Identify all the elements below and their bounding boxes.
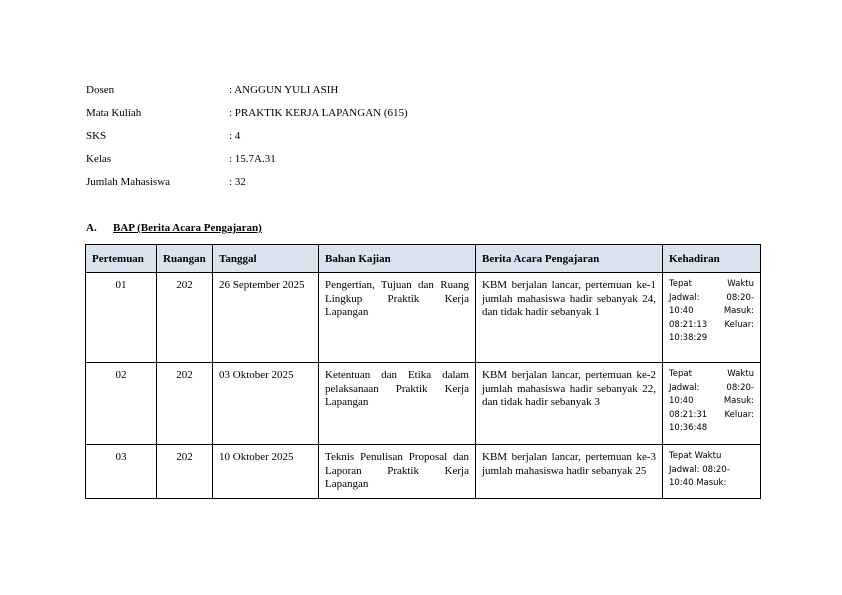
att-text: 10:36:48 [669,423,708,433]
att-text: 10:40 Masuk: [669,478,727,488]
att-text: Masuk: [723,396,754,406]
att-text: Waktu [727,279,754,289]
header-berita-acara: Berita Acara Pengajaran [476,245,663,273]
cell-bahan-kajian: Teknis Penulisan Proposal dan Laporan Praktik Kerja Lapangan [319,445,476,499]
section-number: A. [86,222,97,234]
att-text: 10:40 [669,396,694,406]
info-label: Kelas [86,153,112,165]
info-label: SKS [86,130,107,142]
att-text: Jadwal: 08:20- [669,464,730,475]
cell-tanggal: 26 September 2025 [213,273,319,363]
cell-pertemuan: 01 [86,273,157,363]
header-tanggal: Tanggal [213,245,319,273]
att-text: 10:40 [669,306,694,316]
cell-kehadiran [663,273,761,363]
att-text: 08:21:31 [669,409,708,420]
header-kehadiran: Kehadiran [663,245,761,273]
att-text: Masuk: [723,306,754,316]
att-text: Tepat [669,369,692,379]
cell-bahan-kajian: Ketentuan dan Etika dalam pelaksanaan Praktik Kerja Lapangan [319,363,476,445]
table-row [86,363,761,445]
table-row [86,273,761,363]
info-label: Jumlah Mahasiswa [86,176,171,188]
bap-table [85,244,761,499]
cell-berita-acara: KBM berjalan lancar, pertemuan ke-1 jumlah mahasiswa hadir sebanyak 24, dan tidak hadir sebanyak 1 [476,273,663,363]
cell-pertemuan: 02 [86,363,157,445]
info-value: : ANGGUN YULI ASIH [229,84,339,96]
cell-ruangan: 202 [157,445,213,499]
section-title: BAP (Berita Acara Pengajaran) [113,222,262,234]
att-text: Tepat Waktu [669,451,722,461]
header-bahan-kajian: Bahan Kajian [319,245,476,273]
att-text: Keluar: [724,409,754,420]
table-row [86,445,761,499]
cell-kehadiran [663,363,761,445]
info-value: : 4 [229,130,241,142]
att-text: 10:38:29 [669,333,708,343]
cell-berita-acara: KBM berjalan lancar, pertemuan ke-3 jumlah mahasiswa hadir sebanyak 25 [476,445,663,499]
att-text: Jadwal: [669,292,700,303]
att-text: Waktu [727,369,754,379]
info-label: Mata Kuliah [86,107,142,119]
cell-bahan-kajian: Pengertian, Tujuan dan Ruang Lingkup Praktik Kerja Lapangan [319,273,476,363]
cell-ruangan: 202 [157,363,213,445]
att-text: 08:21:13 [669,319,708,330]
cell-berita-acara: KBM berjalan lancar, pertemuan ke-2 jumlah mahasiswa hadir sebanyak 22, dan tidak hadir sebanyak 3 [476,363,663,445]
cell-ruangan: 202 [157,273,213,363]
info-value: : PRAKTIK KERJA LAPANGAN (615) [229,107,408,119]
att-text: Tepat [669,279,692,289]
cell-tanggal: 10 Oktober 2025 [213,445,319,499]
info-label: Dosen [86,84,115,96]
info-value: : 15.7A.31 [229,153,276,165]
att-text: Keluar: [724,319,754,330]
header-ruangan: Ruangan [157,245,213,273]
header-pertemuan: Pertemuan [86,245,157,273]
cell-pertemuan: 03 [86,445,157,499]
info-value: : 32 [229,176,246,188]
att-text: 08:20- [726,382,754,393]
cell-tanggal: 03 Oktober 2025 [213,363,319,445]
cell-kehadiran [663,445,761,499]
table-header-row [86,245,761,273]
section-heading [86,222,262,234]
att-text: Jadwal: [669,382,700,393]
att-text: 08:20- [726,292,754,303]
